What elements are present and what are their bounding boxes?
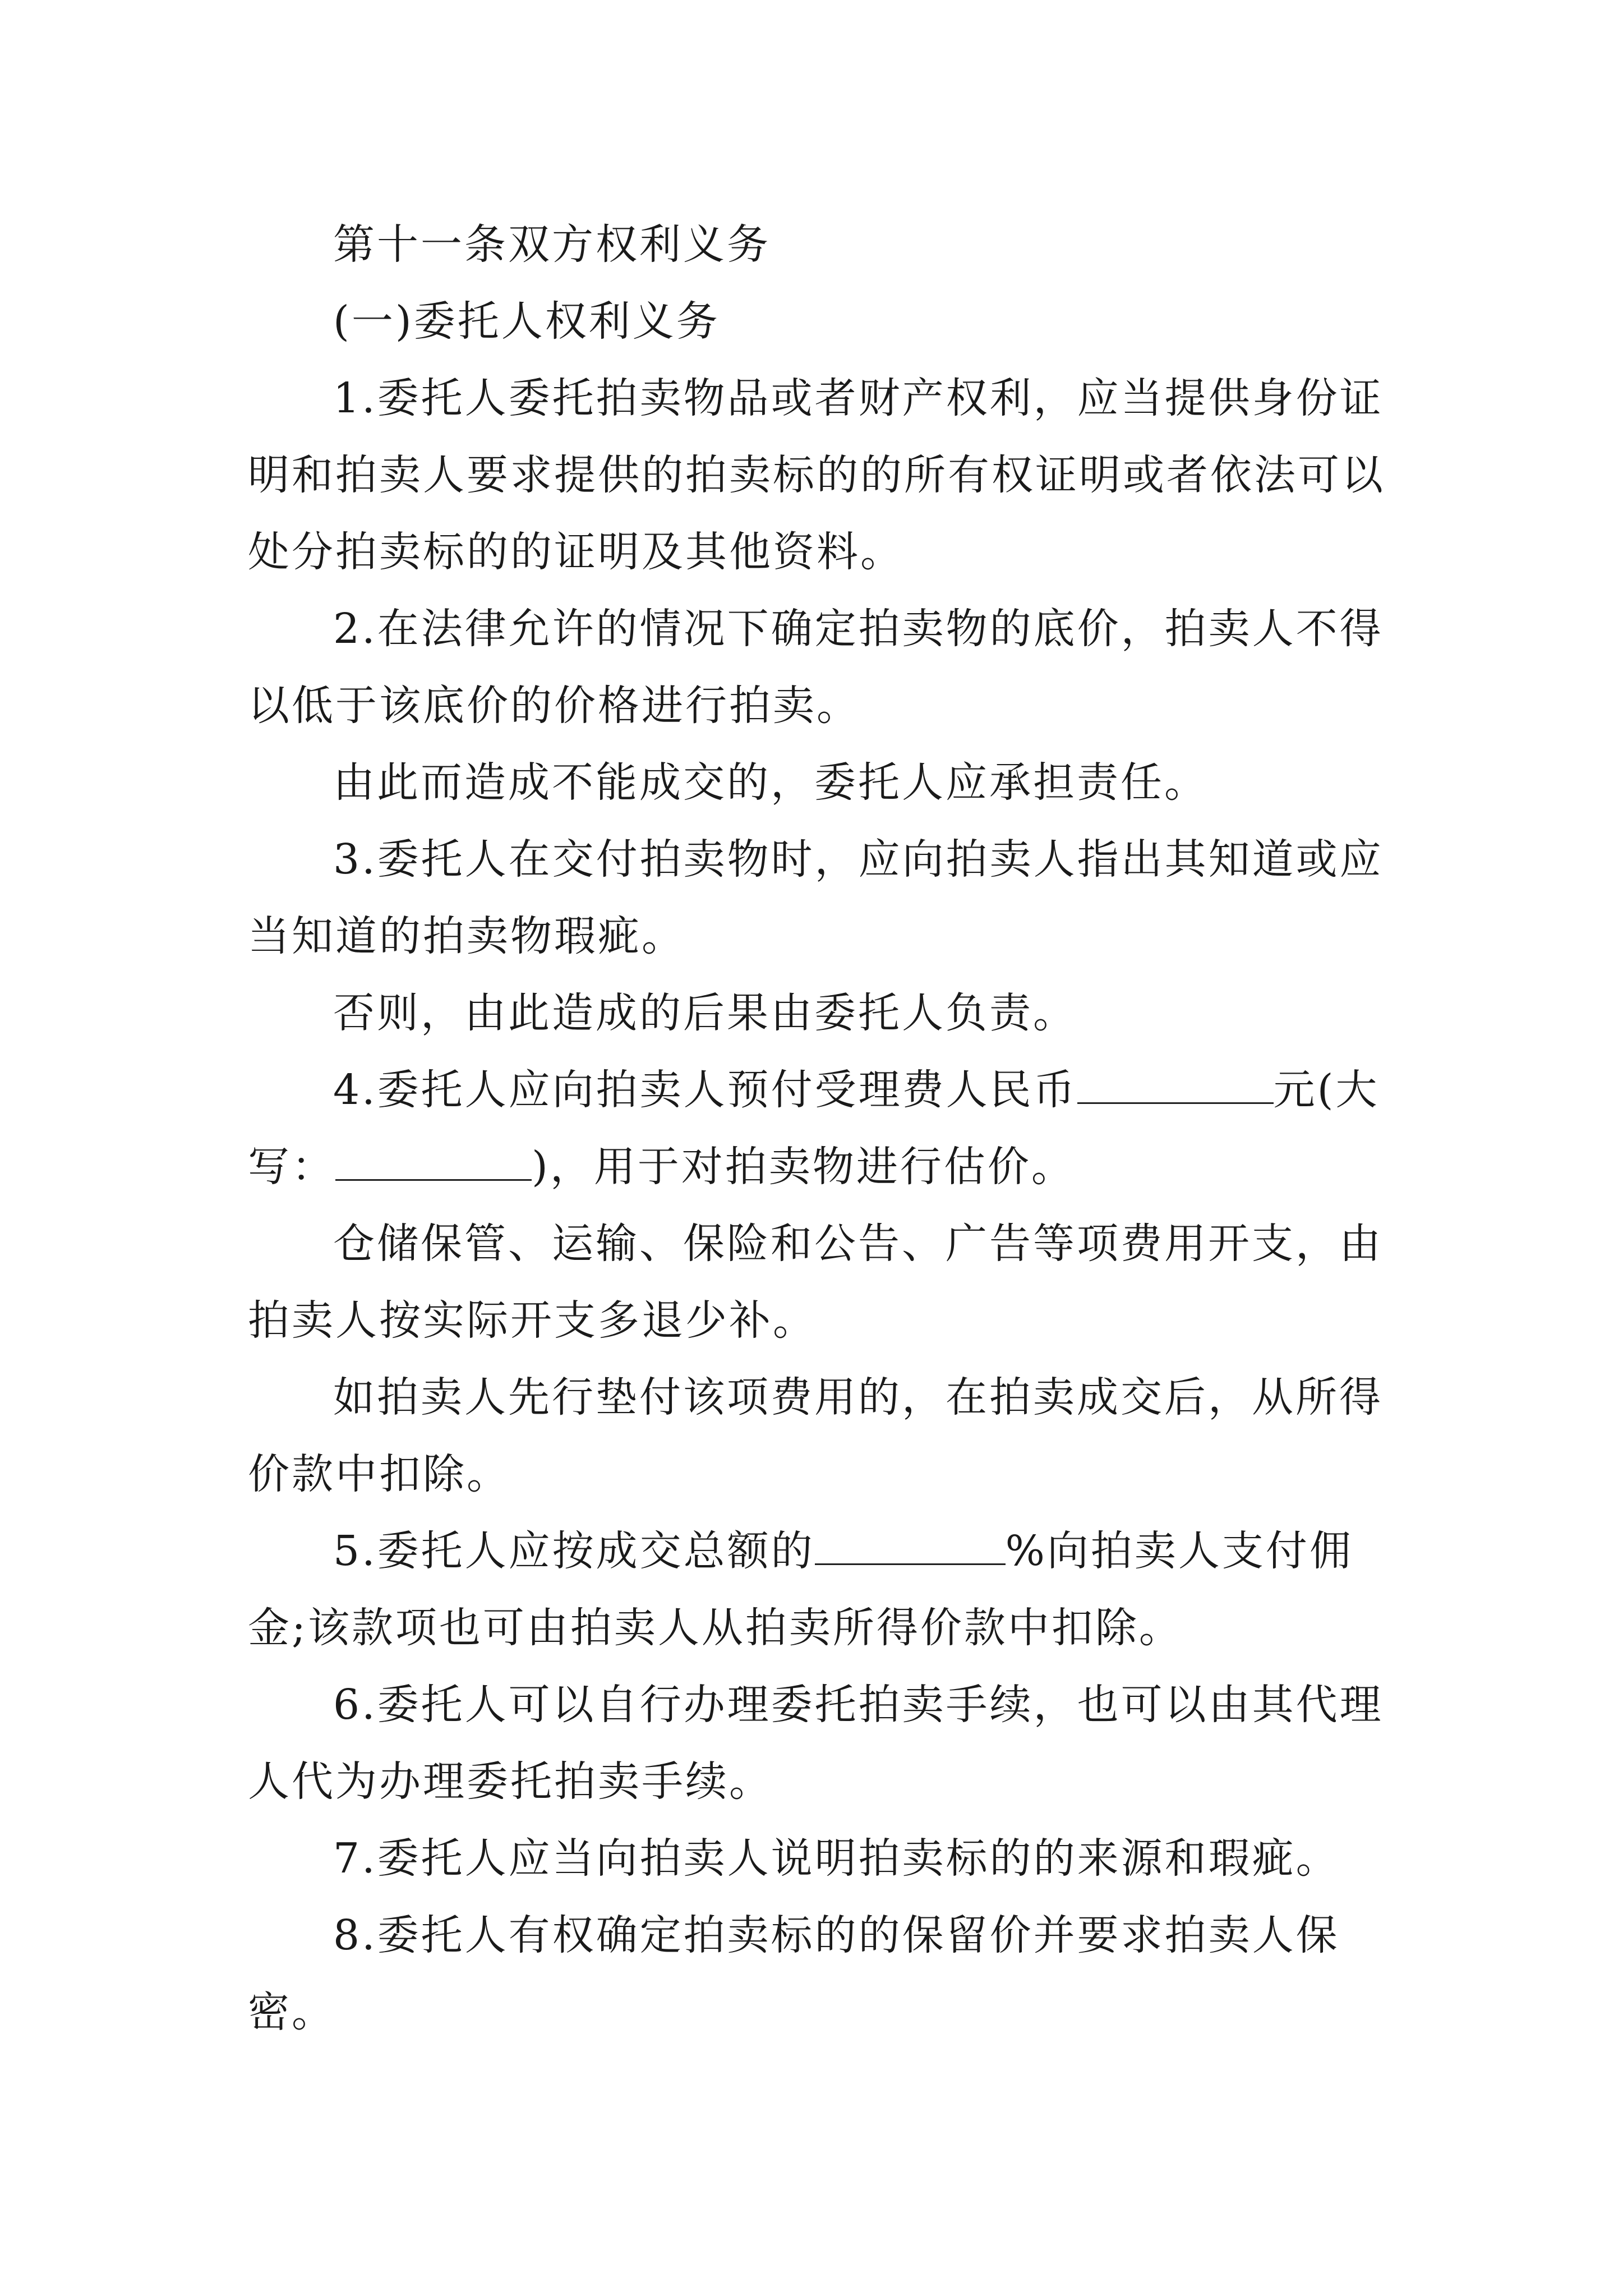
paragraph-6-part-c: )，用于对拍卖物进行估价。 bbox=[532, 1143, 1075, 1191]
paragraph-12: 8.委托人有权确定拍卖标的的保留价并要求拍卖人保密。 bbox=[248, 1911, 1340, 2036]
commission-rate-blank[interactable] bbox=[815, 1530, 1006, 1565]
paragraph-9 bbox=[248, 1513, 1392, 1667]
paragraph-1: 1.委托人委托拍卖物品或者财产权利，应当提供身份证明和拍卖人要求提供的拍卖标的的所有权证明或者依法可以处分拍卖标的的证明及其他资料。 bbox=[248, 374, 1385, 576]
paragraph-6-part-a: 4.委托人应向拍卖人预付受理费人民币 bbox=[333, 1066, 1077, 1114]
fee-amount-uppercase-blank[interactable] bbox=[335, 1145, 532, 1181]
paragraph-9-part-a: 5.委托人应按成交总额的 bbox=[333, 1527, 815, 1575]
paragraph-6-part-b: 元(大写： bbox=[248, 1066, 1380, 1191]
paragraph-8: 如拍卖人先行垫付该项费用的，在拍卖成交后，从所得价款中扣除。 bbox=[248, 1373, 1383, 1498]
paragraph-4: 3.委托人在交付拍卖物时，应向拍卖人指出其知道或应当知道的拍卖物瑕疵。 bbox=[248, 835, 1384, 960]
paragraph-5: 否则，由此造成的后果由委托人负责。 bbox=[333, 989, 1077, 1037]
paragraph-11: 7.委托人应当向拍卖人说明拍卖标的的来源和瑕疵。 bbox=[333, 1834, 1340, 1883]
paragraph-9-part-b: %向拍卖人支付佣金;该款项也可由拍卖人从拍卖所得价款中扣除。 bbox=[248, 1527, 1353, 1652]
paragraph-7: 仓储保管、运输、保险和公告、广告等项费用开支，由拍卖人按实际开支多退少补。 bbox=[248, 1220, 1383, 1345]
document-body bbox=[248, 206, 1392, 2051]
section-heading: 第十一条双方权利义务 bbox=[333, 220, 771, 269]
fee-amount-blank[interactable] bbox=[1077, 1069, 1274, 1104]
paragraph-10: 6.委托人可以自行办理委托拍卖手续，也可以由其代理人代为办理委托拍卖手续。 bbox=[248, 1681, 1384, 1806]
subsection-heading: (一)委托人权利义务 bbox=[333, 297, 720, 346]
paragraph-2: 2.在法律允许的情况下确定拍卖物的底价，拍卖人不得以低于该底价的价格进行拍卖。 bbox=[248, 605, 1384, 730]
paragraph-3: 由此而造成不能成交的，委托人应承担责任。 bbox=[333, 758, 1208, 807]
paragraph-6 bbox=[248, 1052, 1392, 1205]
